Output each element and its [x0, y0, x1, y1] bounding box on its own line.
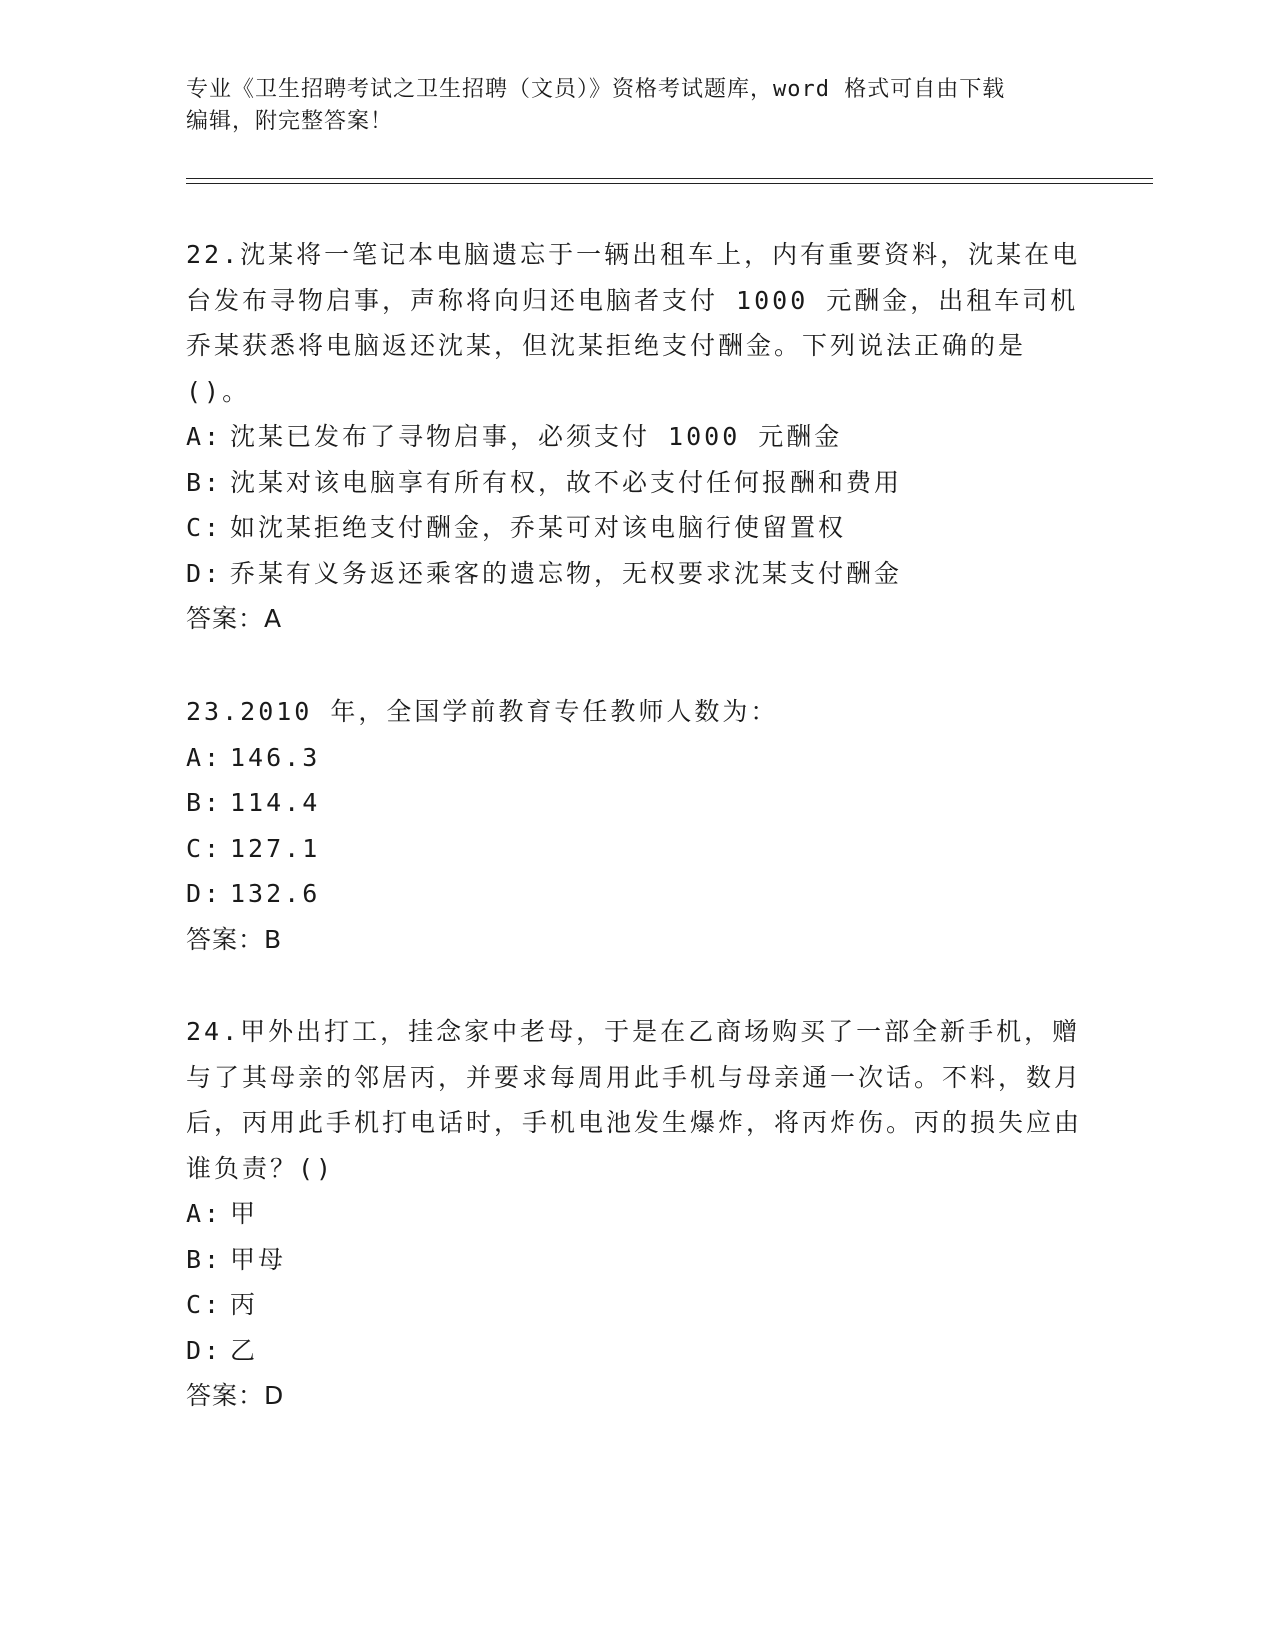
option-letter: C:: [186, 833, 223, 863]
option-text: 132.6: [230, 879, 321, 908]
option-letter: D:: [186, 1335, 223, 1365]
option-text: 114.4: [230, 788, 321, 817]
option-c: [186, 505, 1086, 551]
option-b: [186, 1237, 1086, 1283]
option-text: 乔某有义务返还乘客的遗忘物，无权要求沈某支付酬金: [230, 558, 903, 588]
option-text: 146.3: [230, 742, 321, 772]
question-stem: 22.沈某将一笔记本电脑遗忘于一辆出租车上，内有重要资料，沈某在电台发布寻物启事，声称将向归还电脑者支付 1000 元酬金，出租车司机乔某获悉将电脑返还沈某，但沈某拒绝支付酬金。下列说法正确的是()。: [186, 240, 1081, 406]
option-letter: B:: [186, 1244, 223, 1274]
option-a: [186, 414, 1086, 460]
option-letter: D:: [186, 558, 223, 588]
header-divider-bottom: [186, 183, 1153, 184]
option-text: 甲母: [230, 1244, 287, 1274]
option-text: 沈某对该电脑享有所有权，故不必支付任何报酬和费用: [230, 467, 903, 497]
header-divider-top: [186, 178, 1153, 179]
option-letter: A:: [186, 422, 223, 451]
option-d: [186, 551, 1086, 597]
question-24: [186, 1009, 1086, 1419]
option-d: [186, 1328, 1086, 1374]
question-22: [186, 232, 1086, 642]
option-letter: C:: [186, 513, 223, 542]
question-stem: 24.甲外出打工，挂念家中老母，于是在乙商场购买了一部全新手机，赠与了其母亲的邻居丙，并要求每周用此手机与母亲通一次话。不料，数月后，丙用此手机打电话时，手机电池发生爆炸，将丙炸伤。丙的损失应由谁负责？(): [186, 1017, 1083, 1183]
option-text: 沈某已发布了寻物启事，必须支付 1000 元酬金: [230, 422, 843, 451]
document-header: [186, 74, 1086, 138]
option-text: 丙: [230, 1290, 259, 1319]
question-23: [186, 689, 1086, 962]
option-text: 乙: [230, 1335, 259, 1365]
option-text: 127.1: [230, 833, 321, 863]
option-c: [186, 1282, 1086, 1328]
option-a: [186, 735, 1086, 781]
option-c: [186, 826, 1086, 872]
option-letter: C:: [186, 1290, 223, 1319]
answer-line: 答案：B: [186, 924, 283, 954]
option-b: [186, 460, 1086, 506]
option-a: [186, 1191, 1086, 1237]
option-letter: A:: [186, 742, 223, 772]
option-letter: B:: [186, 788, 223, 817]
option-b: [186, 780, 1086, 826]
option-letter: A:: [186, 1199, 223, 1228]
option-text: 如沈某拒绝支付酬金，乔某可对该电脑行使留置权: [230, 513, 847, 542]
answer-line: 答案：A: [186, 604, 283, 633]
option-letter: D:: [186, 879, 223, 908]
option-letter: B:: [186, 467, 223, 497]
header-line-2: 编辑，附完整答案！: [186, 109, 394, 134]
header-line-1: 专业《卫生招聘考试之卫生招聘（文员）》资格考试题库，word 格式可自由下载: [186, 77, 1006, 102]
option-d: [186, 871, 1086, 917]
question-stem: 23.2010 年，全国学前教育专任教师人数为：: [186, 697, 779, 726]
option-text: 甲: [230, 1199, 259, 1228]
answer-line: 答案：D: [186, 1381, 285, 1410]
